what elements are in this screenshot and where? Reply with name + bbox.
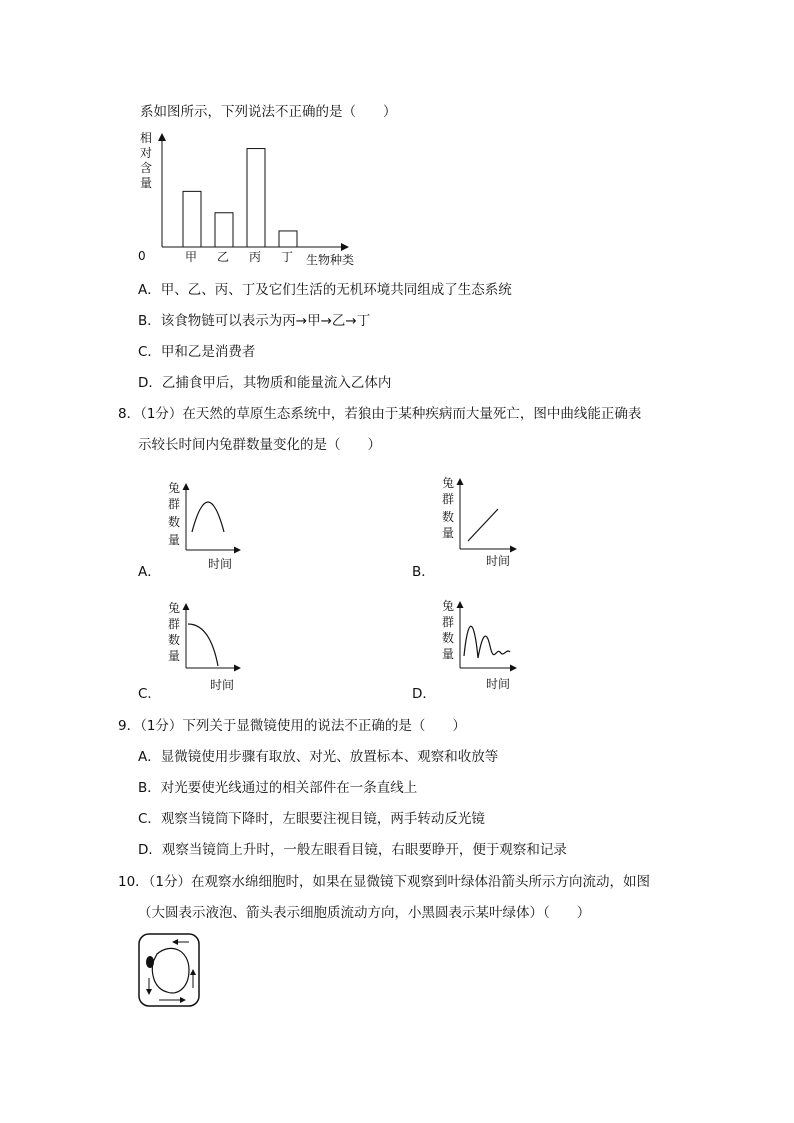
y-label-char: 群 — [168, 617, 181, 631]
y-label-char: 兔 — [442, 599, 455, 613]
y-label-char: 数 — [168, 633, 181, 647]
y-label-char: 量 — [442, 647, 455, 661]
q8-graph-b — [434, 473, 544, 573]
y-label-char: 数 — [442, 631, 455, 645]
y-label-char: 相 — [140, 131, 153, 145]
y-label-char: 群 — [442, 492, 455, 506]
vacuole-large-circle — [152, 948, 189, 993]
category-label: 乙 — [217, 250, 230, 264]
y-label-char: 群 — [168, 497, 181, 511]
y-label-char: 兔 — [442, 476, 455, 490]
q8-option-d: D． — [412, 686, 436, 702]
q10-stem-line2: （大圆表示液泡、箭头表示细胞质流动方向，小黑圆表示某叶绿体）（ ） — [138, 905, 591, 921]
bar-3 — [279, 231, 297, 247]
y-label-char: 含 — [140, 161, 153, 175]
bar-2 — [247, 149, 265, 247]
q8-stem-line1: 8．（1分）在天然的草原生态系统中，若狼由于某种疾病而大量死亡，图中曲线能正确表 — [118, 406, 642, 422]
q8-option-a: A． — [138, 564, 161, 580]
curve-linear-rise — [468, 509, 498, 541]
x-axis-label: 时间 — [486, 554, 511, 568]
q8-stem-line2: 示较长时间内兔群数量变化的是（ ） — [138, 437, 381, 453]
q8-graph-c — [160, 598, 270, 698]
q9-stem: 9．（1分）下列关于显微镜使用的说法不正确的是（ ） — [118, 718, 466, 734]
q7-option-b: B．该食物链可以表示为丙→甲→乙→丁 — [138, 313, 371, 329]
curve-rise-fall — [192, 502, 224, 532]
cell-diagram-svg — [137, 932, 203, 1008]
q7-stem-end: 系如图所示，下列说法不正确的是（ ） — [140, 104, 397, 120]
chloroplast-small-dot — [146, 956, 154, 968]
graph-d-svg — [434, 596, 544, 696]
y-label-char: 兔 — [168, 601, 181, 615]
q10-stem-line1: 10．（1分）在观察水绵细胞时，如果在显微镜下观察到叶绿体沿箭头所示方向流动，如图 — [118, 874, 651, 890]
curve-oscillating — [464, 626, 510, 658]
y-label-char: 量 — [140, 176, 153, 190]
bar-chart-svg — [120, 126, 380, 271]
bar-0 — [183, 191, 201, 247]
y-label-char: 群 — [442, 615, 455, 629]
bar-1 — [215, 213, 233, 247]
x-axis-label: 时间 — [486, 677, 511, 691]
origin-label: 0 — [138, 249, 146, 263]
y-label-char: 兔 — [168, 481, 181, 495]
q9-option-c: C．观察当镜筒下降时，左眼要注视目镜，两手转动反光镜 — [138, 811, 485, 827]
y-label-char: 量 — [442, 526, 455, 540]
y-label-char: 量 — [168, 649, 181, 663]
y-label-char: 量 — [168, 533, 181, 547]
y-label-char: 对 — [140, 146, 153, 160]
q8-graph-d — [434, 596, 544, 696]
q7-option-d: D．乙捕食甲后，其物质和能量流入乙体内 — [138, 375, 392, 391]
graph-b-svg — [434, 473, 544, 573]
q9-option-b: B．对光要使光线通过的相关部件在一条直线上 — [138, 780, 418, 796]
x-axis-label: 时间 — [210, 678, 235, 692]
q8-graph-a — [160, 478, 270, 578]
q10-cell-diagram — [137, 932, 203, 1008]
category-label: 甲 — [185, 250, 198, 264]
x-axis-label: 时间 — [208, 557, 233, 571]
q7-option-a: A．甲、乙、丙、丁及它们生活的无机环境共同组成了生态系统 — [138, 282, 512, 298]
x-axis-label: 生物种类 — [306, 253, 355, 267]
cell-wall — [139, 934, 199, 1006]
q8-option-c: C． — [138, 686, 161, 702]
q7-option-c: C．甲和乙是消费者 — [138, 344, 256, 360]
q9-option-a: A．显微镜使用步骤有取放、对光、放置标本、观察和收放等 — [138, 749, 499, 765]
graph-c-svg — [160, 598, 270, 698]
category-label: 丁 — [281, 250, 294, 264]
y-label-char: 数 — [168, 515, 181, 529]
q9-option-d: D．观察当镜筒上升时，一般左眼看目镜，右眼要睁开，便于观察和记录 — [138, 842, 567, 858]
curve-fall — [188, 624, 218, 666]
q7-bar-chart — [120, 126, 380, 271]
category-label: 丙 — [249, 250, 262, 264]
y-label-char: 数 — [442, 510, 455, 524]
q8-option-b: B． — [412, 564, 435, 580]
graph-a-svg — [160, 478, 270, 578]
